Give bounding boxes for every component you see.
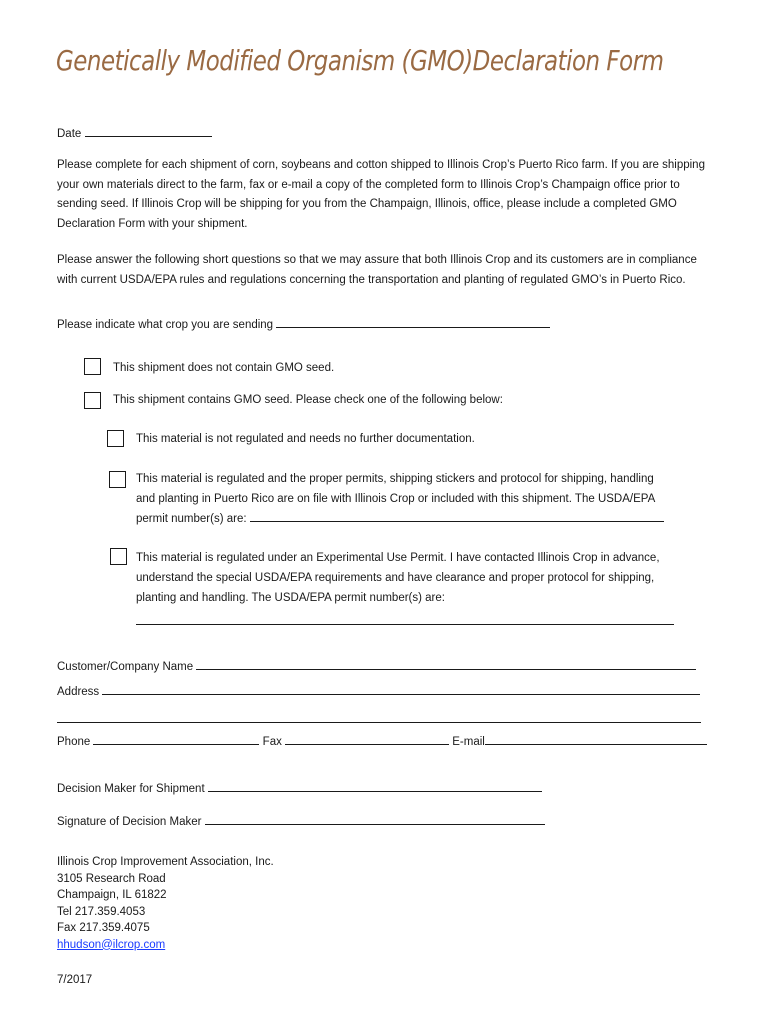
regulated-line-1: This material is regulated and the proper permits, shipping stickers and protocol for shipping, handling [136,473,654,485]
signature-field[interactable] [205,812,545,825]
crop-row [57,315,550,335]
page-title: Genetically Modified Organism (GMO)Declaration Form [56,44,664,77]
address-field[interactable] [102,682,700,695]
customer-label: Customer/Company Name [57,661,194,673]
org-name: Illinois Crop Improvement Association, Inc. [57,856,274,868]
date-label: Date [57,128,82,140]
address-label: Address [57,686,100,698]
contact-block [57,854,274,953]
experimental-line-2: understand the special USDA/EPA requirements and have clearance and proper protocol for shipping, [136,572,655,584]
no-gmo-label: This shipment does not contain GMO seed. [113,362,335,374]
regulated-permit-field[interactable] [250,509,664,522]
regulated-checkbox[interactable] [109,471,126,488]
phone-field[interactable] [93,732,259,745]
org-fax: Fax 217.359.4075 [57,922,150,934]
phone-label: Phone [57,736,91,748]
crop-label: Please indicate what crop you are sending [57,319,274,331]
org-email-link[interactable]: hhudson@ilcrop.com [57,938,166,951]
contains-gmo-checkbox[interactable] [84,392,101,409]
fax-field[interactable] [285,732,449,745]
experimental-line-3: planting and handling. The USDA/EPA permit number(s) are: [136,592,445,604]
email-label: E-mail [452,736,485,748]
intro-paragraph: Please complete for each shipment of corn, soybeans and cotton shipped to Illinois Crop’s Puerto Rico farm. If you are shipping your own materials direct to the farm, fax or e-mail a copy of the completed form to Illinois Crop’s Champaign office prior to sending seed. If Illinois Crop will be shipping for you from the Champaign, Illinois, office, please include a completed GMO Declaration Form with your shipment. [57,159,705,230]
decision-maker-row [57,779,542,799]
customer-field[interactable] [196,657,696,670]
org-street: 3105 Research Road [57,872,166,885]
org-city: Champaign, IL 61822 [57,889,167,901]
contains-gmo-label: This shipment contains GMO seed. Please check one of the following below: [113,394,503,406]
no-gmo-checkbox[interactable] [84,358,101,375]
decision-maker-field[interactable] [208,779,542,792]
address-row [57,682,700,702]
regulated-permit-label: permit number(s) are: [136,513,247,525]
experimental-permit-field[interactable] [136,612,674,625]
customer-row [57,657,696,677]
email-field[interactable] [485,732,707,745]
fax-label: Fax [262,736,282,748]
experimental-line-1: This material is regulated under an Experimental Use Permit. I have contacted Illinois Crop in advance, [136,552,660,564]
date-field[interactable] [85,124,212,137]
not-regulated-checkbox[interactable] [107,430,124,447]
decision-maker-label: Decision Maker for Shipment [57,783,205,795]
revision-date: 7/2017 [57,974,93,986]
compliance-paragraph: Please answer the following short questions so that we may assure that both Illinois Crop and its customers are in compliance with current USDA/EPA rules and regulations concerning the transportation and planting of regulated GMO’s in Puerto Rico. [57,254,697,286]
experimental-checkbox[interactable] [110,548,127,565]
signature-label: Signature of Decision Maker [57,816,202,828]
org-tel: Tel 217.359.4053 [57,905,146,918]
not-regulated-label: This material is not regulated and needs no further documentation. [136,433,475,445]
date-row [57,124,212,144]
contact-row [57,732,707,752]
regulated-permit-row [136,509,664,529]
regulated-line-2: and planting in Puerto Rico are on file with Illinois Crop or included with this shipment. The USDA/EPA [136,493,656,505]
signature-row [57,812,545,832]
crop-field[interactable] [276,315,550,328]
address-field-2[interactable] [57,710,701,723]
